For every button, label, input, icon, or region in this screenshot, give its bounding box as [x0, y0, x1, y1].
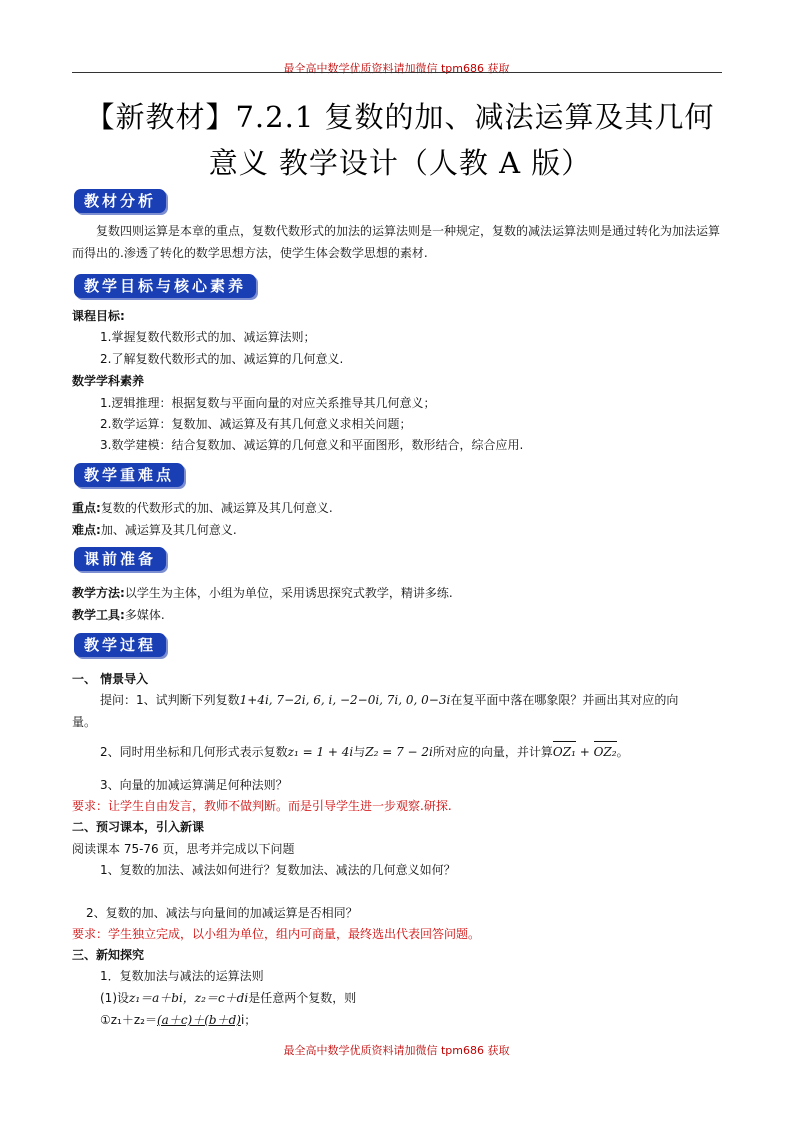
question-2-math-z2: Z₂ = 7 − 2i — [365, 745, 433, 759]
question-2-and: 与 — [353, 745, 366, 759]
teaching-method-label: 教学方法: — [72, 586, 125, 600]
question-1-continued: 量。 — [72, 715, 97, 729]
section-badge-process: 教学过程 — [74, 633, 166, 657]
rule-prefix: (1)设 — [100, 991, 129, 1005]
question-2-math-z1: z₁ = 1 + 4i — [287, 745, 354, 759]
question-1 — [100, 691, 678, 709]
sum-suffix: i； — [240, 1013, 257, 1027]
header-divider — [72, 72, 722, 73]
course-goal-item: 2.了解复数代数形式的加、减运算的几何意义. — [100, 352, 344, 366]
key-point-label: 重点: — [72, 501, 101, 515]
section-badge-goals: 教学目标与核心素养 — [74, 274, 256, 298]
course-goal-item: 1.掌握复数代数形式的加、减运算法则； — [100, 330, 316, 344]
vector-oz1: OZ₁ — [552, 745, 576, 759]
key-point-text: 复数的代数形式的加、减运算及其几何意义. — [100, 501, 333, 515]
rule-math: z₁＝a＋bi，z₂＝c＋di — [129, 991, 249, 1005]
question-3: 3、向量的加减运算满足何种法则？ — [100, 778, 288, 792]
section-badge-analysis: 教材分析 — [74, 189, 166, 213]
page-title — [70, 94, 730, 186]
literacy-item: 1.逻辑推理：根据复数与平面向量的对应关系推导其几何意义； — [100, 396, 436, 410]
rule-suffix: 是任意两个复数，则 — [248, 991, 357, 1005]
analysis-paragraph: 复数四则运算是本章的重点，复数代数形式的加法的运算法则是一种规定，复数的减法运算法则是通过转化为加法运算而得出的.渗透了转化的数学思想方法，使学生体会数学思想的素材. — [72, 224, 721, 260]
hard-point-label: 难点: — [72, 523, 101, 537]
step-heading-1: 一、 情景导入 — [72, 672, 149, 686]
reading-instruction: 阅读课本 75-76 页，思考并完成以下问题 — [72, 842, 295, 856]
teaching-method-line — [72, 584, 453, 602]
title-line-2: 意义 教学设计（人教 A 版） — [208, 146, 592, 180]
step-heading-2: 二、预习课本，引入新课 — [72, 820, 205, 834]
section-badge-prep: 课前准备 — [74, 547, 166, 571]
preview-question-2: 2、复数的加、减法与向量间的加减运算是否相同？ — [86, 906, 358, 920]
hard-point-line — [72, 521, 237, 539]
question-1-prefix: 提问：1、试判断下列复数 — [100, 693, 240, 707]
sum-math: (a＋c)＋(b＋d) — [156, 1013, 241, 1027]
teaching-tool-text: 多媒体. — [124, 608, 165, 622]
question-2-prefix: 2、同时用坐标和几何形式表示复数 — [100, 745, 288, 759]
key-point-line — [72, 499, 333, 517]
requirement-1: 要求：让学生自由发言，教师不做判断。而是引导学生进一步观察.研探. — [72, 799, 452, 813]
question-2-mid: 所对应的向量，并计算 — [432, 745, 553, 759]
title-line-1: 【新教材】7.2.1 复数的加、减法运算及其几何 — [85, 100, 715, 134]
teaching-tool-line — [72, 606, 165, 624]
new-knowledge-item-3 — [100, 1011, 256, 1029]
teaching-method-text: 以学生为主体，小组为单位，采用诱思探究式教学，精讲多练. — [124, 586, 453, 600]
course-goals-label: 课程目标: — [72, 309, 125, 323]
new-knowledge-item-1: 1．复数加法与减法的运算法则 — [100, 969, 264, 983]
section-badge-keypoints: 教学重难点 — [74, 463, 184, 487]
question-2-end: 。 — [616, 745, 629, 759]
question-1-math: 1+4i, 7−2i, 6, i, −2−0i, 7i, 0, 0−3i — [239, 693, 451, 707]
header-watermark: 最全高中数学优质资料请加微信 tpm686 获取 — [283, 62, 510, 75]
literacy-label: 数学学科素养 — [72, 374, 145, 388]
literacy-item: 3.数学建模：结合复数加、减运算的几何意义和平面图形，数形结合，综合应用. — [100, 438, 524, 452]
question-2-plus: + — [575, 745, 594, 759]
sum-prefix: ①z₁＋z₂＝ — [100, 1013, 157, 1027]
hard-point-text: 加、减运算及其几何意义. — [100, 523, 237, 537]
requirement-2: 要求：学生独立完成，以小组为单位，组内可商量，最终选出代表回答问题。 — [72, 927, 481, 941]
step-heading-3: 三、新知探究 — [72, 948, 145, 962]
literacy-item: 2.数学运算：复数加、减运算及有其几何意义求相关问题； — [100, 417, 412, 431]
vector-oz2: OZ₂ — [593, 745, 617, 759]
teaching-tool-label: 教学工具: — [72, 608, 125, 622]
new-knowledge-item-2 — [100, 989, 356, 1007]
question-2 — [100, 743, 629, 761]
question-1-suffix: 在复平面中落在哪象限？并画出其对应的向 — [450, 693, 679, 707]
footer-watermark: 最全高中数学优质资料请加微信 tpm686 获取 — [283, 1044, 510, 1057]
preview-question-1: 1、复数的加法、减法如何进行？复数加法、减法的几何意义如何？ — [100, 863, 456, 877]
